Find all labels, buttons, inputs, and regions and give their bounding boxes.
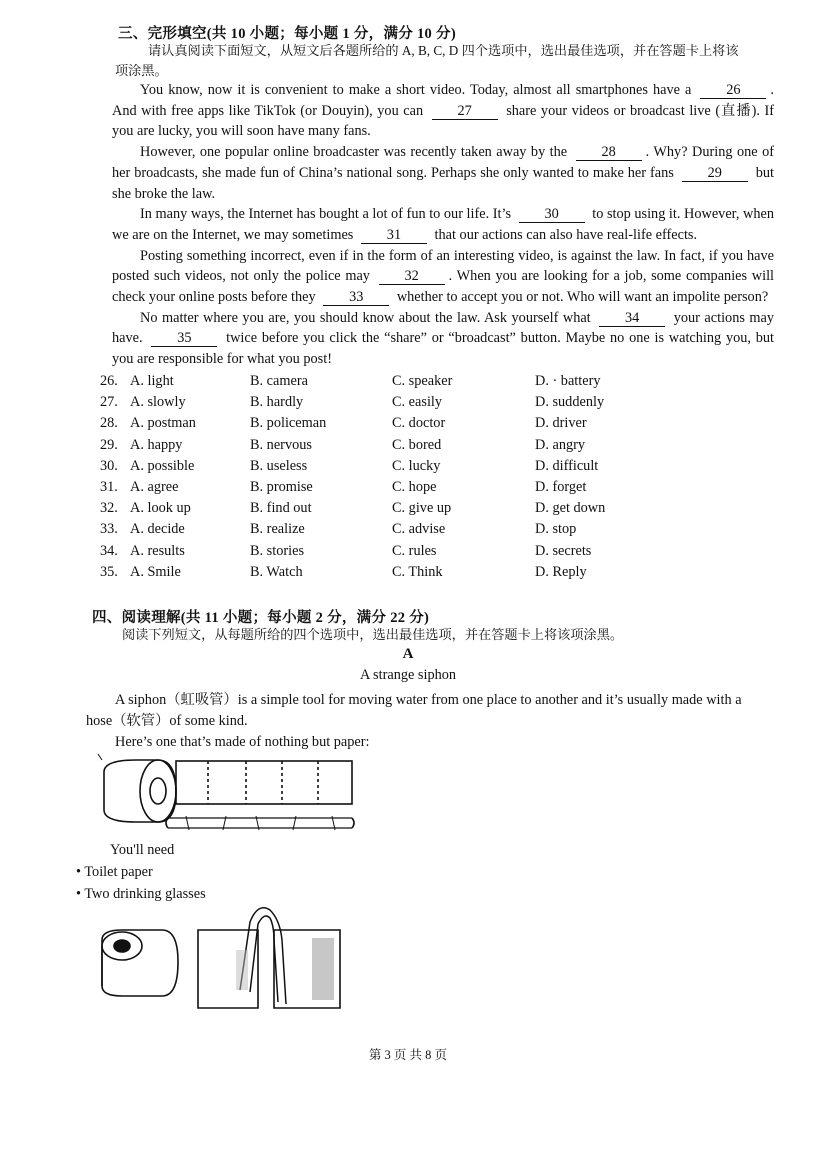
passage-title: A strange siphon — [359, 667, 457, 683]
section4-instruction: 阅读下列短文，从每题所给的四个选项中，选出最佳选项，并在答题卡上将该项涂黑。 — [122, 627, 624, 642]
option-c: C. lucky — [392, 457, 441, 474]
need-item-toilet-paper: • Toilet paper — [76, 864, 153, 880]
option-d: D. suddenly — [535, 394, 605, 411]
section3-instruction-line1: 请认真阅读下面短文，从短文后各题所给的 A, B, C, D 四个选项中，选出最佳选项，并在答题卡上将该 — [148, 43, 739, 58]
blank-27: 27 — [432, 103, 498, 120]
text: . And with free apps like TikTok (or Douyin), you can — [112, 82, 774, 119]
option-b: B. promise — [250, 478, 313, 495]
question-number: 29. — [100, 436, 118, 453]
option-b: B. camera — [250, 373, 308, 389]
question-number: 35. — [100, 563, 118, 580]
option-d: D. difficult — [535, 457, 599, 474]
paper-roll-strip-illustration — [96, 752, 358, 840]
blank-35: 35 — [151, 330, 217, 347]
text: However, one popular online broadcaster was recently taken away by the — [140, 144, 568, 161]
passage-letter: A — [402, 646, 414, 662]
option-c: C. bored — [392, 436, 442, 453]
blank-32: 32 — [379, 268, 445, 285]
question-number: 26. — [100, 373, 118, 389]
option-a: A. results — [130, 542, 185, 559]
option-c: C. doctor — [392, 415, 446, 432]
text: your actions may have. — [112, 309, 775, 347]
question-number: 28. — [100, 415, 118, 432]
page-footer: 第 3 页 共 8 页 — [368, 1048, 448, 1062]
option-d: D. angry — [535, 436, 586, 453]
option-c: C. speaker — [392, 373, 453, 389]
option-b: B. hardly — [250, 394, 304, 411]
option-a: A. decide — [130, 521, 185, 538]
option-d: D. secrets — [535, 542, 592, 559]
question-number: 32. — [100, 500, 118, 517]
cloze-paragraph-1 — [112, 80, 774, 142]
text: . Why? During one of her broadcasts, she made fun of China’s national song. Perhaps she only wanted to make her fans — [112, 144, 774, 181]
option-a: A. postman — [130, 415, 196, 432]
option-d: D. driver — [535, 415, 587, 432]
text: No matter where you are, you should know about the law. Ask yourself what — [140, 309, 591, 326]
need-item-drinking-glasses: • Two drinking glasses — [76, 886, 206, 902]
option-c: C. rules — [392, 542, 437, 559]
option-d: D. · battery — [535, 373, 601, 389]
option-b: B. find out — [250, 500, 312, 517]
option-b: B. realize — [250, 521, 305, 538]
text: whether to accept you or not. Who will want an impolite person? — [396, 289, 769, 306]
option-d: D. forget — [535, 478, 587, 495]
option-a: A. slowly — [130, 394, 186, 411]
question-number: 34. — [100, 542, 118, 559]
question-number: 31. — [100, 478, 118, 495]
cloze-passage — [112, 80, 774, 370]
text: You know, now it is convenient to make a short video. Today, almost all smartphones have a — [140, 82, 692, 98]
option-b: B. stories — [250, 542, 305, 559]
blank-30: 30 — [519, 206, 585, 223]
blank-33: 33 — [323, 289, 389, 306]
cloze-paragraph-4 — [112, 246, 774, 308]
cloze-paragraph-3 — [112, 204, 774, 245]
option-a: A. agree — [130, 478, 179, 495]
option-b: B. nervous — [250, 436, 312, 453]
option-a: A. possible — [130, 457, 195, 474]
blank-28: 28 — [576, 144, 642, 161]
text: but she broke the law. — [112, 164, 774, 202]
option-a: A. light — [130, 373, 174, 389]
cloze-paragraph-2 — [112, 142, 774, 204]
text: twice before you click the “share” or “broadcast” button. Maybe no one is watching you, but you are responsible for what you post! — [112, 330, 775, 368]
question-number: 27. — [100, 394, 118, 411]
option-b: B. policeman — [250, 415, 327, 432]
option-a: A. Smile — [130, 563, 181, 580]
option-c: C. hope — [392, 478, 437, 495]
option-a: A. look up — [130, 500, 191, 517]
option-b: B. useless — [250, 457, 308, 474]
option-c: C. give up — [392, 500, 452, 517]
section4-title: 四、阅读理解(共 11 小题；每小题 2 分，满分 22 分) — [92, 610, 430, 626]
intro-line-1: A siphon（虹吸管）is a simple tool for moving water from one place to another and it’s usually made with a — [115, 692, 742, 708]
text: . When you are looking for a job, some companies will check your online posts before they — [112, 268, 775, 306]
option-a: A. happy — [130, 436, 183, 453]
blank-26: 26 — [700, 82, 766, 99]
option-d: D. stop — [535, 521, 577, 538]
text: In many ways, the Internet has bought a lot of fun to our life. It’s — [140, 206, 512, 223]
blank-31: 31 — [361, 227, 427, 244]
text: Posting something incorrect, even if in the form of an interesting video, is against the law. In fact, if you have posted such videos, not only the police may — [112, 247, 774, 285]
blank-29: 29 — [682, 165, 748, 182]
option-d: D. Reply — [535, 563, 587, 580]
option-c: C. easily — [392, 394, 443, 411]
toilet-paper-roll-illustration — [92, 924, 192, 1004]
section3-title: 三、完形填空(共 10 小题；每小题 1 分，满分 10 分) — [118, 26, 456, 42]
option-c: C. advise — [392, 521, 446, 538]
text: to stop using it. However, when we are on the Internet, we may sometimes — [112, 206, 774, 243]
heres-one-text: Here’s one that’s made of nothing but paper: — [115, 734, 370, 750]
text: share your videos or broadcast live (直播). If you are lucky, you will soon have many fans. — [112, 102, 774, 140]
text: that our actions can also have real-life effects. — [434, 226, 698, 243]
cloze-paragraph-5 — [112, 308, 774, 370]
question-number: 30. — [100, 457, 118, 474]
question-number: 33. — [100, 521, 118, 538]
intro-line-2: hose（软管）of some kind. — [86, 713, 248, 729]
option-c: C. Think — [392, 563, 443, 580]
section3-instruction-line2: 项涂黑。 — [115, 63, 168, 78]
option-d: D. get down — [535, 500, 606, 517]
two-glasses-siphon-illustration — [194, 900, 344, 1012]
blank-34: 34 — [599, 310, 665, 327]
you-will-need-title: You'll need — [110, 842, 175, 858]
option-b: B. Watch — [250, 563, 303, 580]
